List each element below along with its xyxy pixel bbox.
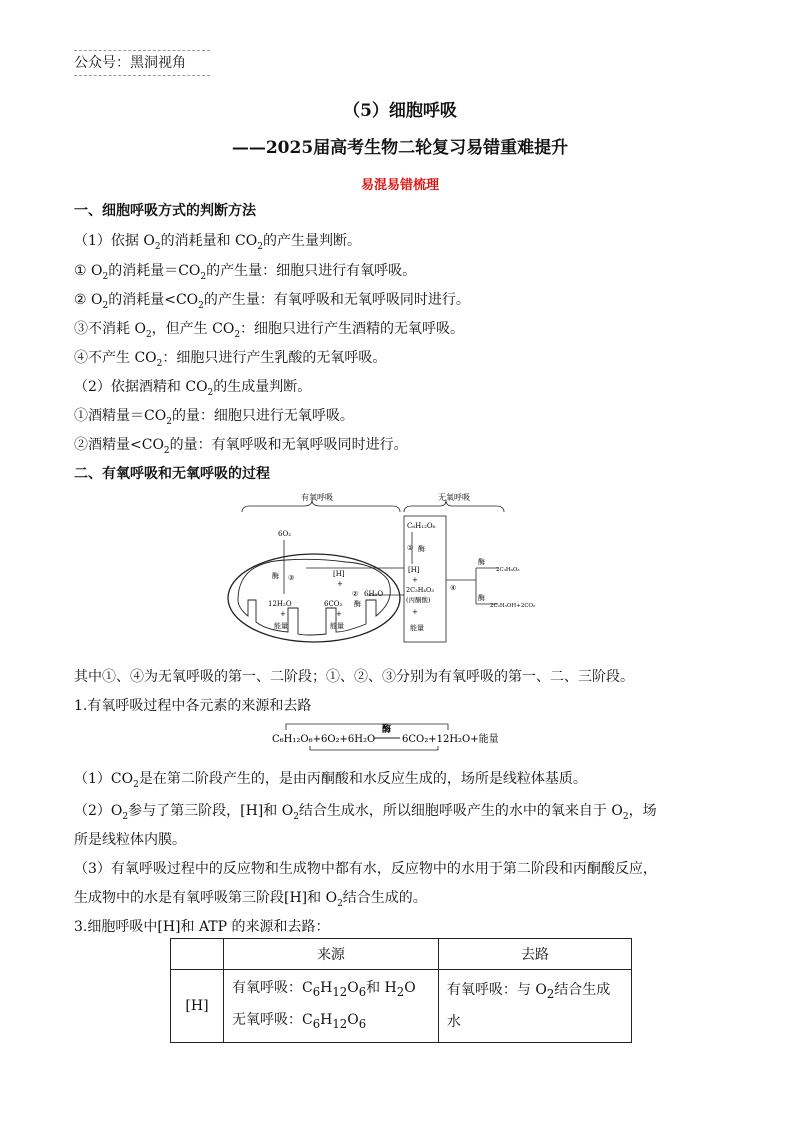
h-aerobic: [H] xyxy=(333,570,345,578)
plus-aerobic-2: + xyxy=(280,610,286,618)
aerobic-label: 有氧呼吸 xyxy=(301,493,333,502)
water-out-label: 12H₂O xyxy=(268,600,292,608)
stage-note: 其中①、④为无氧呼吸的第一、二阶段；①、②、③分别为有氧呼吸的第一、二、三阶段。 xyxy=(74,669,634,685)
section-tag: 易混易错梳理 xyxy=(360,178,439,193)
section-1-heading: 一、细胞呼吸方式的判断方法 xyxy=(74,203,256,219)
page-title: （5）细胞呼吸 xyxy=(343,101,457,121)
water-in-label: 6H₂O xyxy=(364,590,384,598)
energy-stage2: 能量 xyxy=(330,622,344,630)
subheading-1: 1.有氧呼吸过程中各元素的来源和去路 xyxy=(74,698,312,714)
enzyme-3-label: 酶 xyxy=(272,572,279,580)
enzyme-1-label: 酶 xyxy=(418,545,425,553)
h-center: [H] xyxy=(408,566,420,574)
para-3b: 生成物中的水是有氧呼吸第三阶段[H]和 $O_2$结合生成的。 xyxy=(74,890,427,909)
enzyme-4a-label: 酶 xyxy=(478,558,485,566)
source-cell xyxy=(224,970,439,1043)
ethanol-label: 2C₂H₅OH+2CO₂ xyxy=(490,603,536,609)
table-header-destination: 去路 xyxy=(438,939,631,970)
enzyme-2-label: 酶 xyxy=(354,600,361,608)
page-subtitle: ——2025届高考生物二轮复习易错重难提升 xyxy=(231,138,569,158)
equation-right: 6CO₂+12H₂O+能量 xyxy=(402,734,499,745)
h-atp-table xyxy=(170,938,632,1043)
section-2-heading: 二、有氧呼吸和无氧呼吸的过程 xyxy=(74,466,270,482)
plus-center-1: + xyxy=(412,576,418,584)
plus-aerobic-1: + xyxy=(337,580,343,588)
s1-line-2: ① $O_2$的消耗量$=CO_2$的产生量：细胞只进行有氧呼吸。 xyxy=(74,263,417,282)
mitochondrion-outer-membrane xyxy=(228,554,400,642)
source-line-2: 无氧呼吸：$C_6H_{12}O_6$ xyxy=(232,1011,367,1031)
s1-line-6: （2）依据酒精和 $CO_2$的生成量判断。 xyxy=(74,379,312,398)
s1-line-5: ④不产生 $CO_2$：细胞只进行产生乳酸的无氧呼吸。 xyxy=(74,350,387,369)
step-4-marker: ④ xyxy=(450,584,457,592)
s1-line-7: ①酒精量$=CO_2$的量：细胞只进行无氧呼吸。 xyxy=(74,408,354,427)
respiration-diagram xyxy=(226,490,536,642)
pyruvate-name: (丙酮酸) xyxy=(406,596,431,604)
s1-line-1: （1）依据 $O_2$的消耗量和 $CO_2$的产生量判断。 xyxy=(74,233,361,252)
plus-aerobic-3: + xyxy=(336,610,342,618)
step-1-marker: ① xyxy=(407,544,414,552)
energy-center: 能量 xyxy=(410,624,424,632)
step-3-marker: ③ xyxy=(288,574,295,582)
table-header-blank xyxy=(171,939,224,970)
pyruvate-formula: 2C₃H₄O₃ xyxy=(406,586,434,594)
header-watermark: 公众号：黑洞视角 xyxy=(74,50,210,76)
row-label-h: [H] xyxy=(171,970,224,1043)
step-2-marker: ② xyxy=(352,590,359,598)
table-header-source: 来源 xyxy=(224,939,439,970)
subheading-3: 3.细胞呼吸中[H]和 ATP 的来源和去路： xyxy=(74,919,330,935)
lactic-acid-label: 2C₃H₆O₃ xyxy=(496,567,520,573)
equation-left: C₆H₁₂O₆+6O₂+6H₂O xyxy=(272,734,376,745)
para-2a: $(2)O_2$参与了第三阶段，[H]和 $O_2$结合生成水，所以细胞呼吸产生的水中的氧来自于 $O_2$，场 xyxy=(74,803,657,822)
destination-line-2: 水 xyxy=(446,1013,461,1030)
destination-line-1: 有氧呼吸：与 $O_2$结合生成 xyxy=(446,981,611,1001)
equation-enzyme: 酶 xyxy=(382,725,392,735)
equation-bracket-top xyxy=(286,724,448,730)
aerobic-equation xyxy=(270,718,530,752)
s1-line-8: ②酒精量$<CO_2$的量：有氧呼吸和无氧呼吸同时进行。 xyxy=(74,437,408,456)
para-2b: 所是线粒体内膜。 xyxy=(74,832,186,848)
table-header-row xyxy=(171,939,632,970)
o2-label: 6O₂ xyxy=(278,530,291,538)
table-row xyxy=(171,970,632,1043)
enzyme-4b-label: 酶 xyxy=(478,594,485,602)
destination-cell xyxy=(438,970,631,1043)
glucose-label: C₆H₁₂O₆ xyxy=(407,522,436,530)
energy-stage3: 能量 xyxy=(274,622,288,630)
equation-bracket-bottom xyxy=(310,746,438,750)
co2-out-label: 6CO₂ xyxy=(324,600,343,608)
anaerobic-label: 无氧呼吸 xyxy=(438,493,470,502)
s1-line-3: ② $O_2$的消耗量$<CO_2$的产生量：有氧呼吸和无氧呼吸同时进行。 xyxy=(74,292,470,311)
s1-line-4: ③不消耗 $O_2$，但产生 $CO_2$：细胞只进行产生酒精的无氧呼吸。 xyxy=(74,321,465,340)
para-1: $(1)CO_2$是在第二阶段产生的，是由丙酮酸和水反应生成的，场所是线粒体基质。 xyxy=(74,771,587,790)
plus-center-2: + xyxy=(412,608,418,616)
para-3a: （3）有氧呼吸过程中的反应物和生成物中都有水，反应物中的水用于第二阶段和丙酮酸反应， xyxy=(74,861,657,877)
source-line-1: 有氧呼吸：$C_6H_{12}O_6$和 $H_2O$ xyxy=(232,980,416,999)
